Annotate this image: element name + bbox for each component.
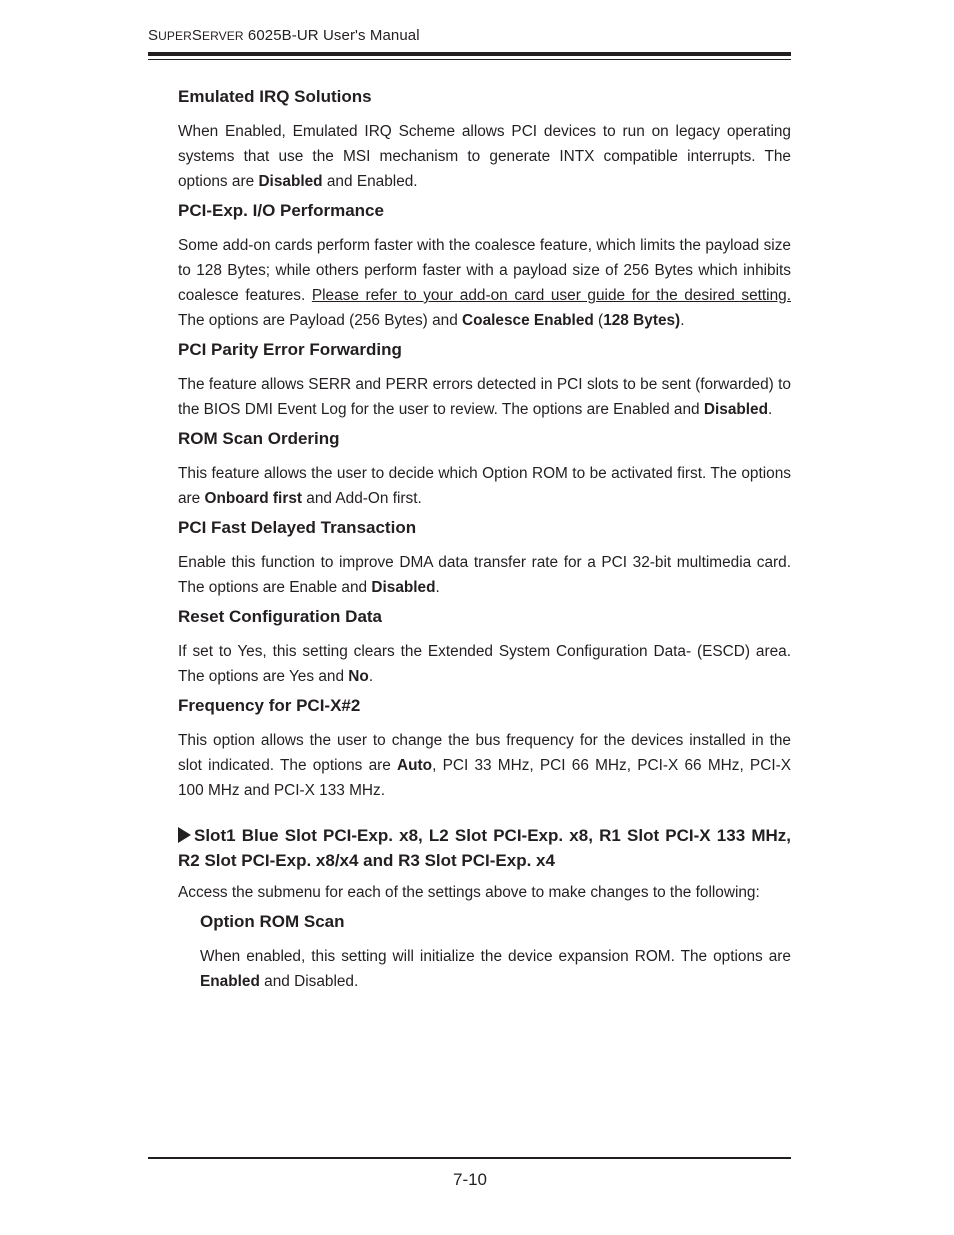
section-title: PCI Fast Delayed Transaction	[178, 518, 417, 537]
header-title-s3: S	[191, 27, 202, 44]
section-title: ROM Scan Ordering	[178, 429, 340, 448]
header-rule-thick	[148, 52, 791, 56]
section-pci-exp-io-performance	[178, 200, 791, 333]
page-number: 7-10	[452, 1170, 488, 1189]
section-pci-fast-delayed-transaction	[178, 517, 791, 600]
section-body	[178, 461, 791, 511]
section-body	[178, 728, 791, 803]
body-text: The options are Payload (256 Bytes) and	[178, 312, 463, 329]
footer-rule	[148, 1157, 791, 1159]
body-text: This option allows the user to change the bus frequency for the devices installed in the slot indicated. The options are	[178, 732, 791, 774]
section-body	[178, 119, 791, 194]
body-text: and Enabled.	[322, 173, 418, 190]
section-title: Reset Configuration Data	[178, 607, 383, 626]
section-body	[178, 372, 791, 422]
default-option: Onboard first	[204, 490, 303, 507]
body-text: .	[680, 312, 685, 329]
submenu-title-text: Slot1 Blue Slot PCI-Exp. x8, L2 Slot PCI-Exp. x8, R1 Slot PCI-X 133 MHz, R2 Slot PCI-Exp. x8/x4 and R3 Slot PCI-Exp. x4	[178, 826, 791, 870]
section-title: Option ROM Scan	[200, 912, 345, 931]
page-header-title	[148, 27, 420, 44]
section-frequency-pci-x2	[178, 695, 791, 803]
body-text: .	[768, 401, 773, 418]
body-text: When enabled, this setting will initialize the device expansion ROM. The options are	[200, 948, 791, 965]
underlined-note: Please refer to your add-on card user guide for the desired setting.	[311, 287, 791, 304]
submenu-body: Access the submenu for each of the settings above to make changes to the following:	[178, 884, 760, 901]
section-body	[178, 233, 791, 333]
default-option: 128 Bytes)	[603, 312, 681, 329]
default-option: Enabled	[200, 973, 260, 990]
body-text: Enable this function to improve DMA data transfer rate for a PCI 32-bit multimedia card. The options are Enable and	[178, 554, 791, 596]
body-text: and Add-On first.	[302, 490, 422, 507]
header-title-s2: UPER	[158, 29, 192, 43]
body-text: , PCI 33 MHz, PCI 66 MHz, PCI-X 66 MHz, PCI-X 100 MHz and PCI-X 133 MHz.	[178, 757, 791, 799]
default-option: Disabled	[703, 401, 769, 418]
sub-section-option-rom-scan	[178, 911, 791, 994]
default-option: Coalesce Enabled	[462, 312, 594, 329]
page-content	[178, 86, 791, 1000]
section-body	[200, 944, 791, 994]
body-text: .	[368, 668, 374, 685]
section-body	[178, 550, 791, 600]
body-text: When Enabled, Emulated IRQ Scheme allows PCI devices to run on legacy operating systems that use the MSI mechanism to generate INTX compatible interrupts. The options are	[178, 123, 791, 190]
section-reset-configuration-data	[178, 606, 791, 689]
body-text: (	[593, 312, 604, 329]
section-title: Emulated IRQ Solutions	[178, 87, 372, 106]
header-title-s1: S	[148, 27, 159, 44]
body-text: This feature allows the user to decide which Option ROM to be activated first. The options are	[178, 465, 791, 507]
header-title-rest: 6025B-UR User's Manual	[243, 27, 420, 44]
body-text: The feature allows SERR and PERR errors detected in PCI slots to be sent (forwarded) to the BIOS DMI Event Log for the user to review. The options are Enabled and	[178, 376, 791, 418]
header-rule-thin	[148, 59, 791, 60]
default-option: Disabled	[258, 173, 323, 190]
default-option: Disabled	[371, 579, 436, 596]
section-emulated-irq	[178, 86, 791, 194]
section-title: PCI-Exp. I/O Performance	[178, 201, 384, 220]
section-title: Frequency for PCI-X#2	[178, 696, 361, 715]
section-rom-scan-ordering	[178, 428, 791, 511]
body-text: .	[435, 579, 440, 596]
submenu-title	[178, 823, 791, 873]
submenu-arrow-icon	[178, 827, 191, 843]
section-pci-parity-error-forwarding	[178, 339, 791, 422]
header-title-s4: ERVER	[201, 29, 244, 43]
default-option: Auto	[397, 757, 433, 774]
body-text: If set to Yes, this setting clears the Extended System Configuration Data- (ESCD) area. The options are Yes and	[178, 643, 791, 685]
default-option: No	[348, 668, 369, 685]
body-text: and Disabled.	[259, 973, 359, 990]
section-title: PCI Parity Error Forwarding	[178, 340, 402, 359]
section-body	[178, 639, 791, 689]
section-slot-submenu	[178, 823, 791, 994]
body-text: Some add-on cards perform faster with the coalesce feature, which limits the payload size to 128 Bytes; while others perform faster with a payload size of 256 Bytes which inhibits coalesce features.	[178, 237, 791, 304]
